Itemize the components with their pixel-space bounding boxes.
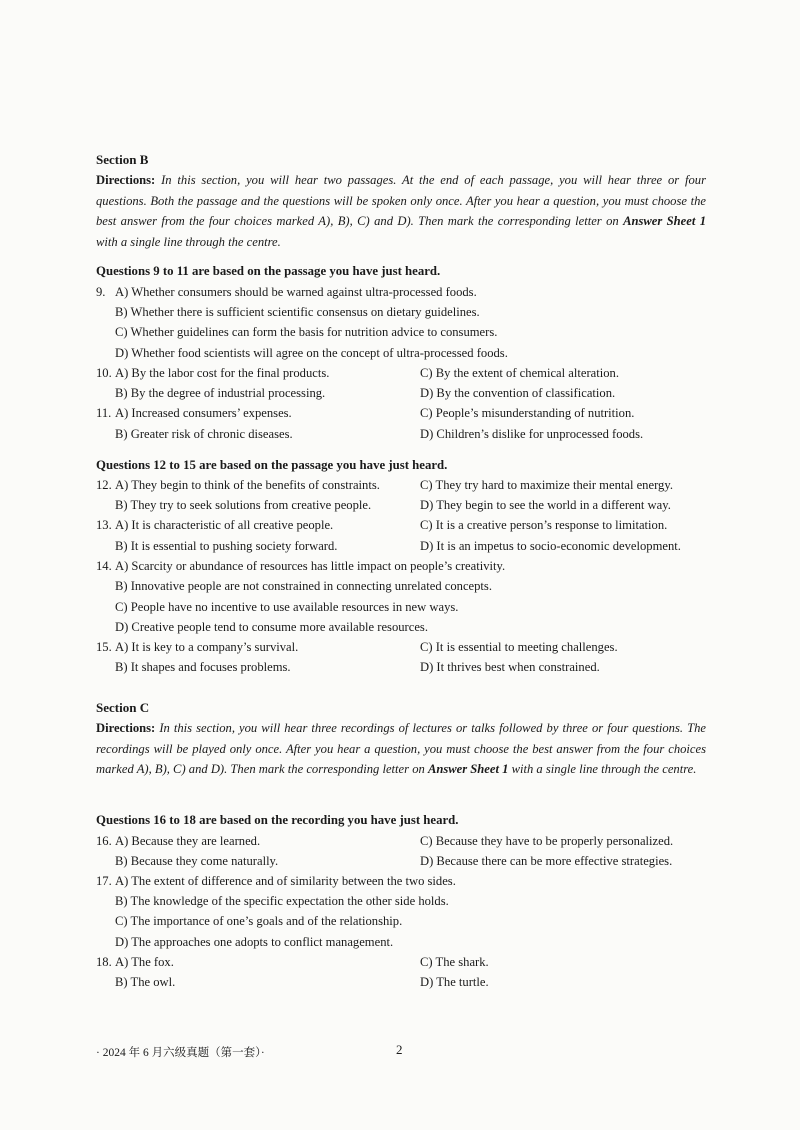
option-a: A) It is key to a company’s survival. (115, 640, 299, 654)
question-group-heading: Questions 16 to 18 are based on the recording you have just heard. (96, 813, 459, 827)
option-c: C) The importance of one’s goals and of the relationship. (115, 914, 403, 928)
question-number: 9. (96, 285, 106, 299)
option-b: B) It is essential to pushing society forward. (115, 539, 338, 553)
question-number: 12. (96, 478, 112, 492)
option-a: A) They begin to think of the benefits of constraints. (115, 478, 380, 492)
option-d: D) It thrives best when constrained. (420, 660, 600, 674)
option-a: A) Increased consumers’ expenses. (115, 406, 292, 420)
option-a: A) Whether consumers should be warned against ultra-processed foods. (115, 285, 477, 299)
directions-text: In this section, you will hear three recordings of lectures or talks followed by three or four questions. The recordings will be played only once. After you hear a question, you must choose the best answer from the four choices marked A), B), C) and D). Then mark the corresponding letter on (96, 721, 706, 776)
option-b: B) The knowledge of the specific expectation the other side holds. (115, 894, 449, 908)
option-b: B) Innovative people are not constrained in connecting unrelated concepts. (115, 579, 492, 593)
option-d: D) Children’s dislike for unprocessed foods. (420, 427, 644, 441)
directions-tail: with a single line through the centre. (511, 762, 697, 776)
option-d: D) Because there can be more effective strategies. (420, 854, 673, 868)
option-d: D) It is an impetus to socio-economic development. (420, 539, 681, 553)
option-c: C) It is a creative person’s response to limitation. (420, 518, 668, 532)
section-b-title: Section B (96, 152, 149, 167)
option-c: C) It is essential to meeting challenges. (420, 640, 618, 654)
option-b: B) Greater risk of chronic diseases. (115, 427, 293, 441)
option-b: B) By the degree of industrial processing. (115, 386, 326, 400)
option-b: B) Whether there is sufficient scientific consensus on dietary guidelines. (115, 305, 480, 319)
option-a: A) Because they are learned. (115, 834, 261, 848)
option-a: A) Scarcity or abundance of resources has little impact on people’s creativity. (115, 559, 506, 573)
question-number: 14. (96, 559, 112, 573)
option-a: A) It is characteristic of all creative people. (115, 518, 334, 532)
option-c: C) Whether guidelines can form the basis for nutrition advice to consumers. (115, 325, 498, 339)
question-number: 15. (96, 640, 112, 654)
section-c-directions (96, 718, 706, 780)
option-c: C) By the extent of chemical alteration. (420, 366, 619, 380)
answer-sheet-ref: Answer Sheet 1 (427, 762, 509, 776)
option-d: D) The turtle. (420, 975, 489, 989)
question-number: 10. (96, 366, 112, 380)
option-c: C) People have no incentive to use available resources in new ways. (115, 600, 459, 614)
option-b: B) Because they come naturally. (115, 854, 279, 868)
directions-lead: Directions: (96, 173, 156, 187)
answer-sheet-ref: Answer Sheet 1 (623, 214, 707, 228)
option-c: C) The shark. (420, 955, 489, 969)
option-d: D) The approaches one adopts to conflict management. (115, 935, 394, 949)
option-c: C) People’s misunderstanding of nutrition. (420, 406, 635, 420)
question-number: 13. (96, 518, 112, 532)
option-c: C) They try hard to maximize their mental energy. (420, 478, 673, 492)
option-a: A) By the labor cost for the final products. (115, 366, 330, 380)
option-d: D) Creative people tend to consume more available resources. (115, 620, 428, 634)
option-d: D) By the convention of classification. (420, 386, 616, 400)
page-number: 2 (396, 1042, 403, 1057)
directions-text: In this section, you will hear two passages. At the end of each passage, you will hear three or four questions. Both the passage and the questions will be spoken only once. After you hear a question, you must choose the best answer from the four choices marked A), B), C) and D). Then mark the corresponding letter on (96, 173, 706, 228)
option-a: A) The extent of difference and of similarity between the two sides. (115, 874, 456, 888)
question-group-heading: Questions 9 to 11 are based on the passage you have just heard. (96, 264, 441, 278)
section-c-title: Section C (96, 700, 150, 715)
footer-exam-label: · 2024 年 6 月六级真题（第一套）· (96, 1047, 265, 1059)
question-number: 16. (96, 834, 112, 848)
section-b-directions (96, 170, 706, 252)
option-b: B) They try to seek solutions from creative people. (115, 498, 372, 512)
question-number: 11. (96, 406, 112, 420)
option-b: B) The owl. (115, 975, 176, 989)
option-d: D) They begin to see the world in a different way. (420, 498, 671, 512)
directions-lead: Directions: (96, 721, 156, 735)
option-b: B) It shapes and focuses problems. (115, 660, 291, 674)
option-c: C) Because they have to be properly personalized. (420, 834, 674, 848)
directions-tail: with a single line through the centre. (96, 234, 281, 249)
question-group-heading: Questions 12 to 15 are based on the passage you have just heard. (96, 458, 448, 472)
option-d: D) Whether food scientists will agree on the concept of ultra-processed foods. (115, 346, 508, 360)
option-a: A) The fox. (115, 955, 174, 969)
question-number: 17. (96, 874, 112, 888)
question-number: 18. (96, 955, 112, 969)
